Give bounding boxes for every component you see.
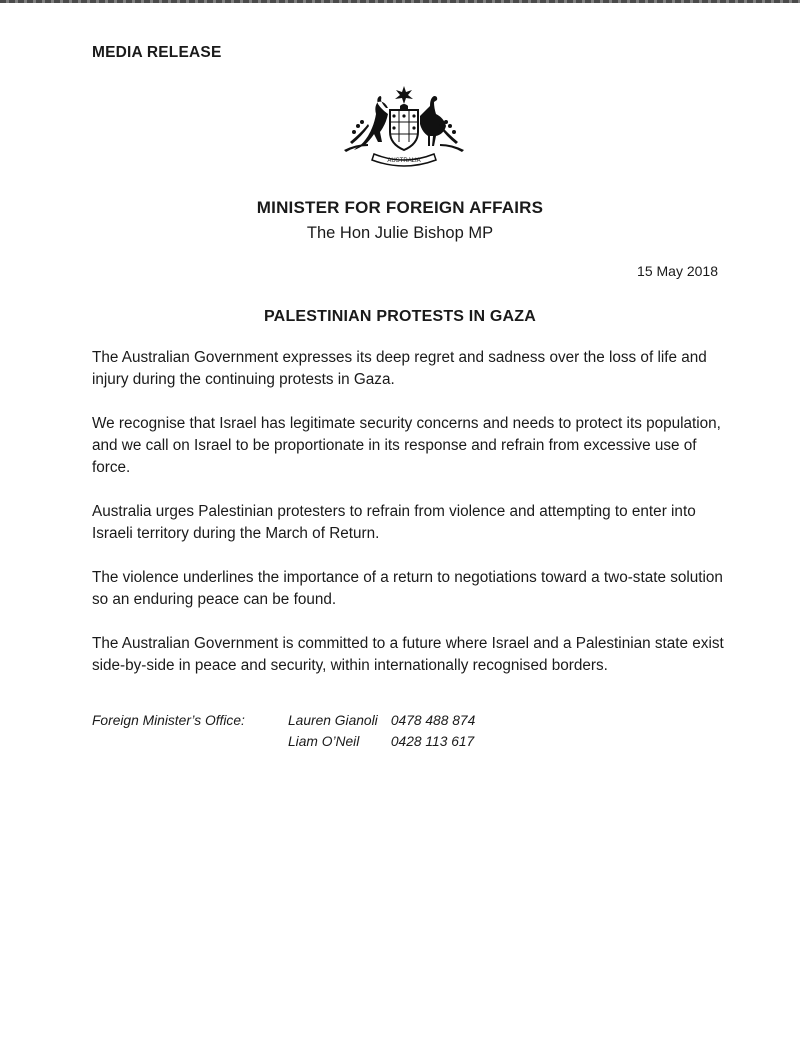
- release-date: 15 May 2018: [637, 263, 718, 279]
- release-body: [92, 347, 724, 699]
- crest-star: [395, 86, 413, 104]
- crest-scroll-text: AUSTRALIA: [387, 158, 421, 164]
- body-paragraph: The Australian Government is committed to a future where Israel and a Palestinian state exist side-by-side in peace and security, within internationally recognised borders.: [92, 635, 724, 674]
- coat-of-arms-icon: [338, 84, 470, 170]
- release-headline: PALESTINIAN PROTESTS IN GAZA: [264, 308, 536, 325]
- contact-phone: 0478 488 874: [390, 713, 476, 728]
- body-paragraph: We recognise that Israel has legitimate security concerns and needs to protect its population, and we call on Israel to be proportionate in its response and refrain from excessive use of force.: [92, 415, 721, 476]
- body-paragraph: The violence underlines the importance of a return to negotiations toward a two-state solution so an enduring peace can be found.: [92, 569, 723, 608]
- media-release-label: MEDIA RELEASE: [92, 44, 222, 61]
- minister-name: The Hon Julie Bishop MP: [306, 224, 494, 242]
- minister-title: MINISTER FOR FOREIGN AFFAIRS: [256, 198, 544, 217]
- contact-name: Liam O’Neil: [288, 734, 360, 749]
- office-label: Foreign Minister’s Office:: [92, 713, 245, 728]
- contact-name: Lauren Gianoli: [288, 713, 378, 728]
- body-paragraph: The Australian Government expresses its deep regret and sadness over the loss of life and injury during the continuing protests in Gaza.: [92, 349, 707, 388]
- contact-row: [288, 734, 474, 749]
- page-top-edge: [0, 0, 800, 3]
- contact-phone: 0428 113 617: [390, 734, 475, 749]
- contact-row: [288, 713, 475, 728]
- body-paragraph: Australia urges Palestinian protesters to refrain from violence and attempting to enter into Israeli territory during the March of Return.: [92, 503, 696, 542]
